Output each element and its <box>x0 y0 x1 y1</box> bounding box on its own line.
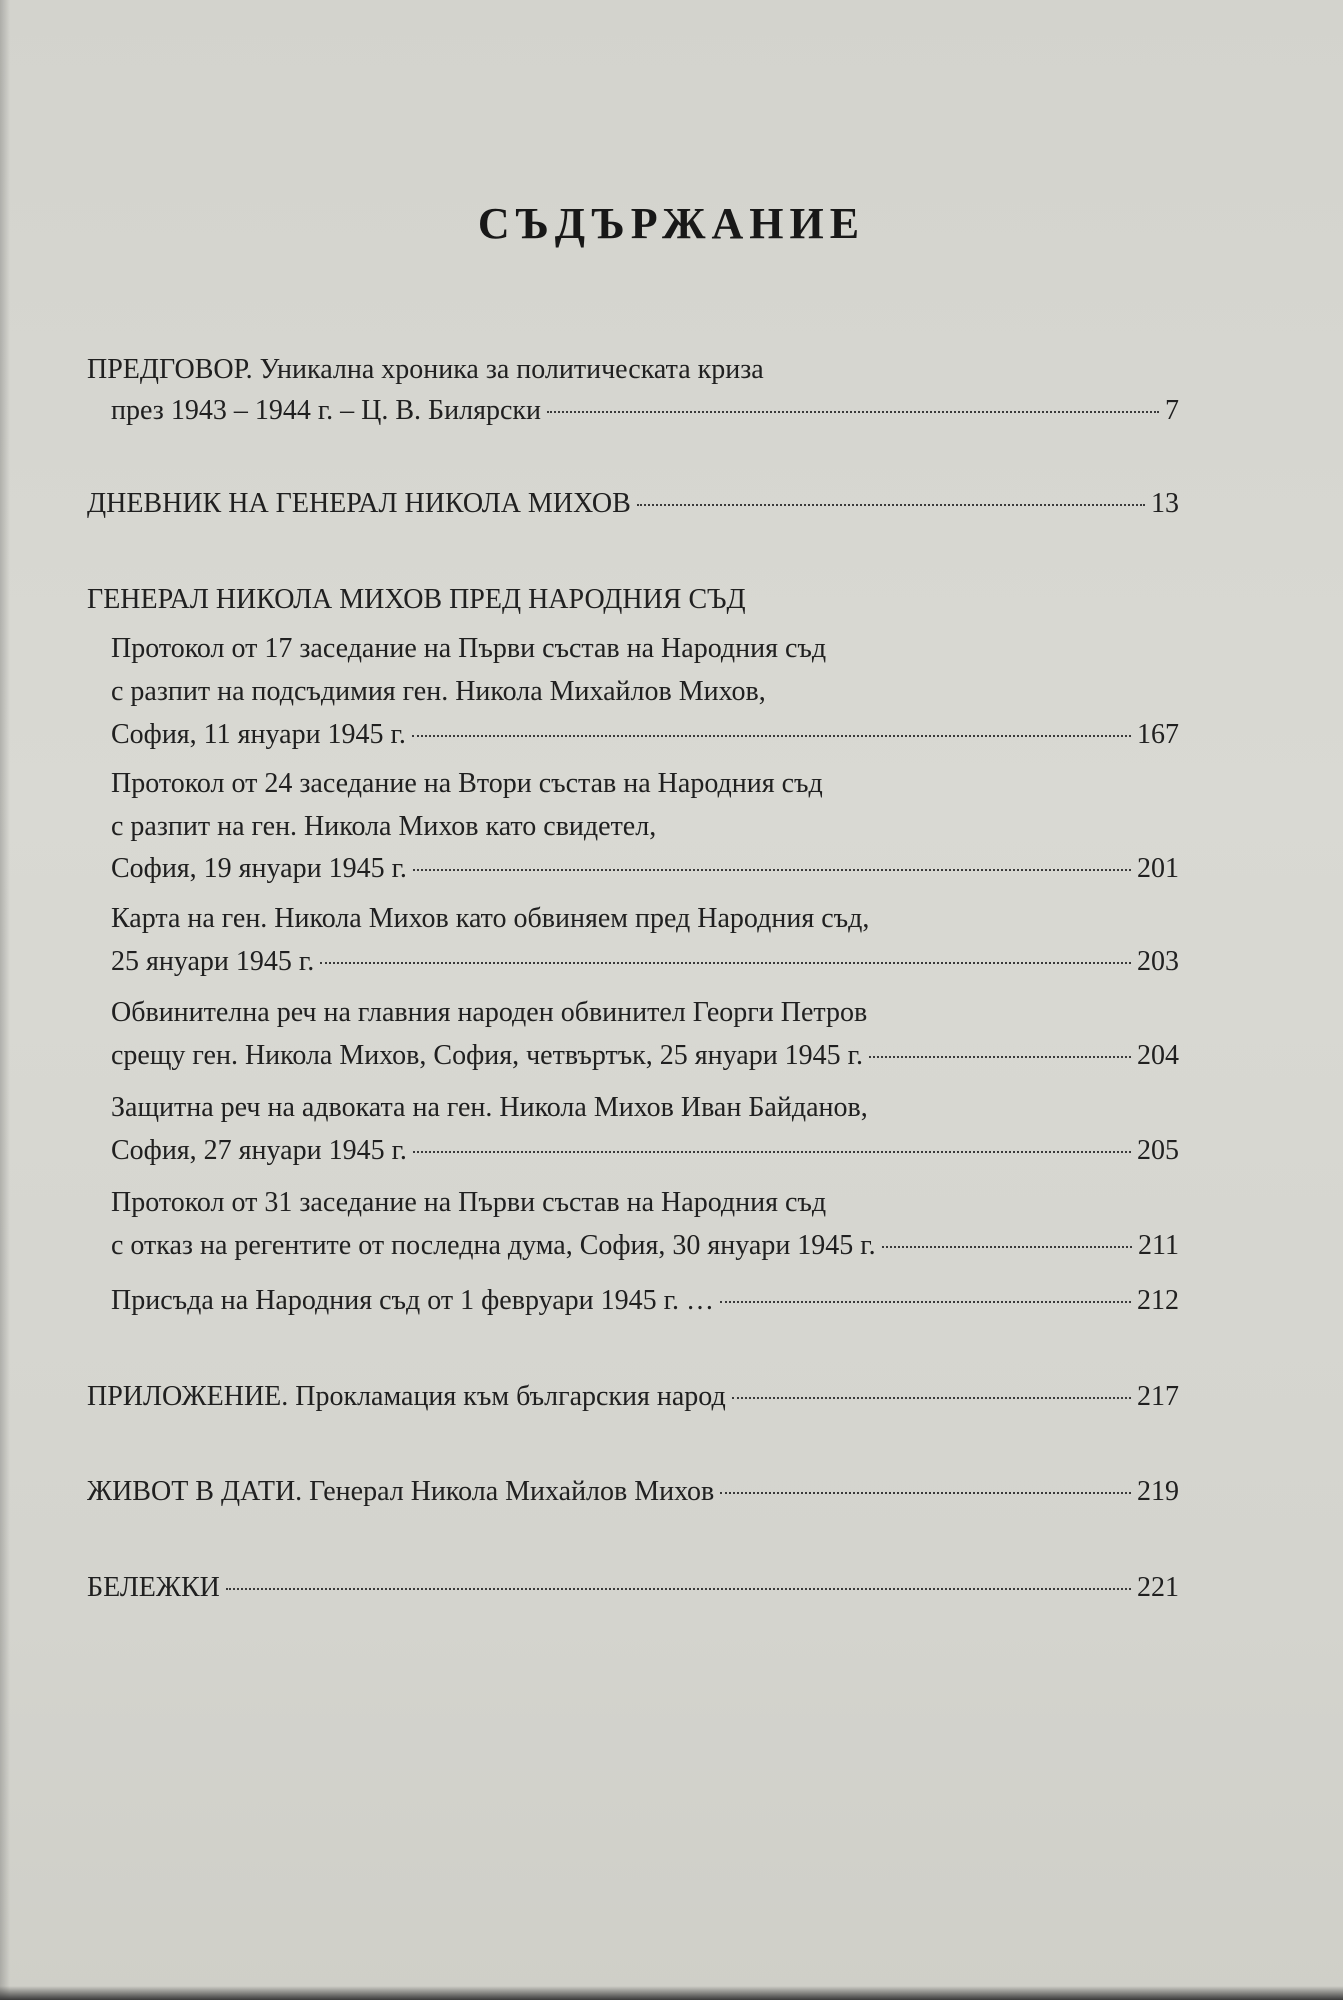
page-number: 219 <box>1137 1476 1179 1507</box>
toc-entry-line <box>111 903 869 935</box>
entry-text: с разпит на подсъдимия ген. Никола Михайлов Михов, <box>111 676 766 707</box>
dot-leader <box>720 1491 1131 1494</box>
dot-leader <box>413 1150 1131 1153</box>
page-title: СЪДЪРЖАНИЕ <box>477 199 866 248</box>
dot-leader <box>412 734 1131 737</box>
toc-entry-line <box>111 676 766 708</box>
entry-text: София, 19 януари 1945 г. <box>111 853 407 884</box>
entry-text: с разпит на ген. Никола Михов като свидетел, <box>111 811 657 842</box>
entry-text: София, 11 януари 1945 г. <box>111 719 406 750</box>
page-number: 221 <box>1137 1572 1179 1603</box>
toc-diary <box>87 488 1179 520</box>
toc-entry-line <box>111 1230 1179 1262</box>
toc-notes-title: БЕЛЕЖКИ <box>87 1572 220 1603</box>
dot-leader <box>732 1396 1131 1399</box>
toc-entry-line <box>111 1187 826 1219</box>
entry-text: Обвинителна реч на главния народен обвинител Георги Петров <box>111 997 868 1028</box>
entry-text: София, 27 януари 1945 г. <box>111 1135 407 1166</box>
toc-preface-title: ПРЕДГОВОР. Уникална хроника за политическата криза <box>87 354 764 385</box>
entry-text: Карта на ген. Никола Михов като обвиняем пред Народния съд, <box>111 903 870 934</box>
toc-entry-line <box>111 811 656 843</box>
entry-text: 25 януари 1945 г. <box>111 946 315 977</box>
entry-text: Присъда на Народния съд от 1 февруари 1945 г. … <box>111 1285 714 1316</box>
toc-appendix <box>87 1381 1179 1413</box>
toc-chronology-title: ЖИВОТ В ДАТИ. Генерал Никола Михайлов Михов <box>87 1476 715 1507</box>
page-number: 201 <box>1137 853 1179 884</box>
section-heading: ГЕНЕРАЛ НИКОЛА МИХОВ ПРЕД НАРОДНИЯ СЪД <box>87 584 746 615</box>
toc-entry-line <box>111 997 867 1029</box>
entry-text: срещу ген. Никола Михов, София, четвъртък, 25 януари 1945 г. <box>111 1040 864 1071</box>
toc-notes <box>87 1572 1179 1604</box>
toc-entry-line <box>111 946 1179 978</box>
page-number: 217 <box>1137 1381 1179 1412</box>
toc-court-heading <box>87 584 746 616</box>
toc-entry-line <box>111 768 823 800</box>
page-number: 167 <box>1137 719 1179 750</box>
toc-preface-line1 <box>87 354 764 386</box>
page-number: 211 <box>1138 1230 1179 1261</box>
entry-text: Защитна реч на адвоката на ген. Никола Михов Иван Байданов, <box>111 1092 868 1123</box>
page-shadow-left <box>0 0 10 2000</box>
toc-entry-line <box>111 1092 868 1124</box>
toc-entry-line <box>111 633 826 665</box>
dot-leader <box>547 410 1159 413</box>
entry-text: Протокол от 31 заседание на Първи състав на Народния съд <box>111 1187 827 1218</box>
entry-text: с отказ на регентите от последна дума, София, 30 януари 1945 г. <box>111 1230 876 1261</box>
toc-diary-title: ДНЕВНИК НА ГЕНЕРАЛ НИКОЛА МИХОВ <box>87 488 631 519</box>
dot-leader <box>320 961 1131 964</box>
toc-preface-subtitle: през 1943 – 1944 г. – Ц. В. Билярски <box>111 395 541 426</box>
dot-leader <box>882 1245 1132 1248</box>
page-number: 205 <box>1137 1135 1179 1166</box>
dot-leader <box>413 868 1131 871</box>
page-number: 204 <box>1137 1040 1179 1071</box>
page-number: 7 <box>1165 395 1179 426</box>
entry-text: Протокол от 17 заседание на Първи състав на Народния съд <box>111 633 827 664</box>
entry-text: Протокол от 24 заседание на Втори състав на Народния съд <box>111 768 823 799</box>
page-number: 13 <box>1151 488 1179 519</box>
dot-leader <box>869 1055 1131 1058</box>
dot-leader <box>720 1300 1131 1303</box>
toc-entry-line <box>111 1285 1179 1317</box>
toc-chronology <box>87 1476 1179 1508</box>
page-number: 212 <box>1137 1285 1179 1316</box>
toc-entry-line <box>111 1135 1179 1167</box>
dot-leader <box>226 1587 1131 1590</box>
page-edge-shadow <box>0 1986 1343 2000</box>
toc-preface-line2 <box>111 395 1179 427</box>
toc-entry-line <box>111 1040 1179 1072</box>
dot-leader <box>637 503 1145 506</box>
page-number: 203 <box>1137 946 1179 977</box>
toc-appendix-title: ПРИЛОЖЕНИЕ. Прокламация към българския народ <box>87 1381 726 1412</box>
toc-entry-line <box>111 719 1179 751</box>
toc-entry-line <box>111 853 1179 885</box>
